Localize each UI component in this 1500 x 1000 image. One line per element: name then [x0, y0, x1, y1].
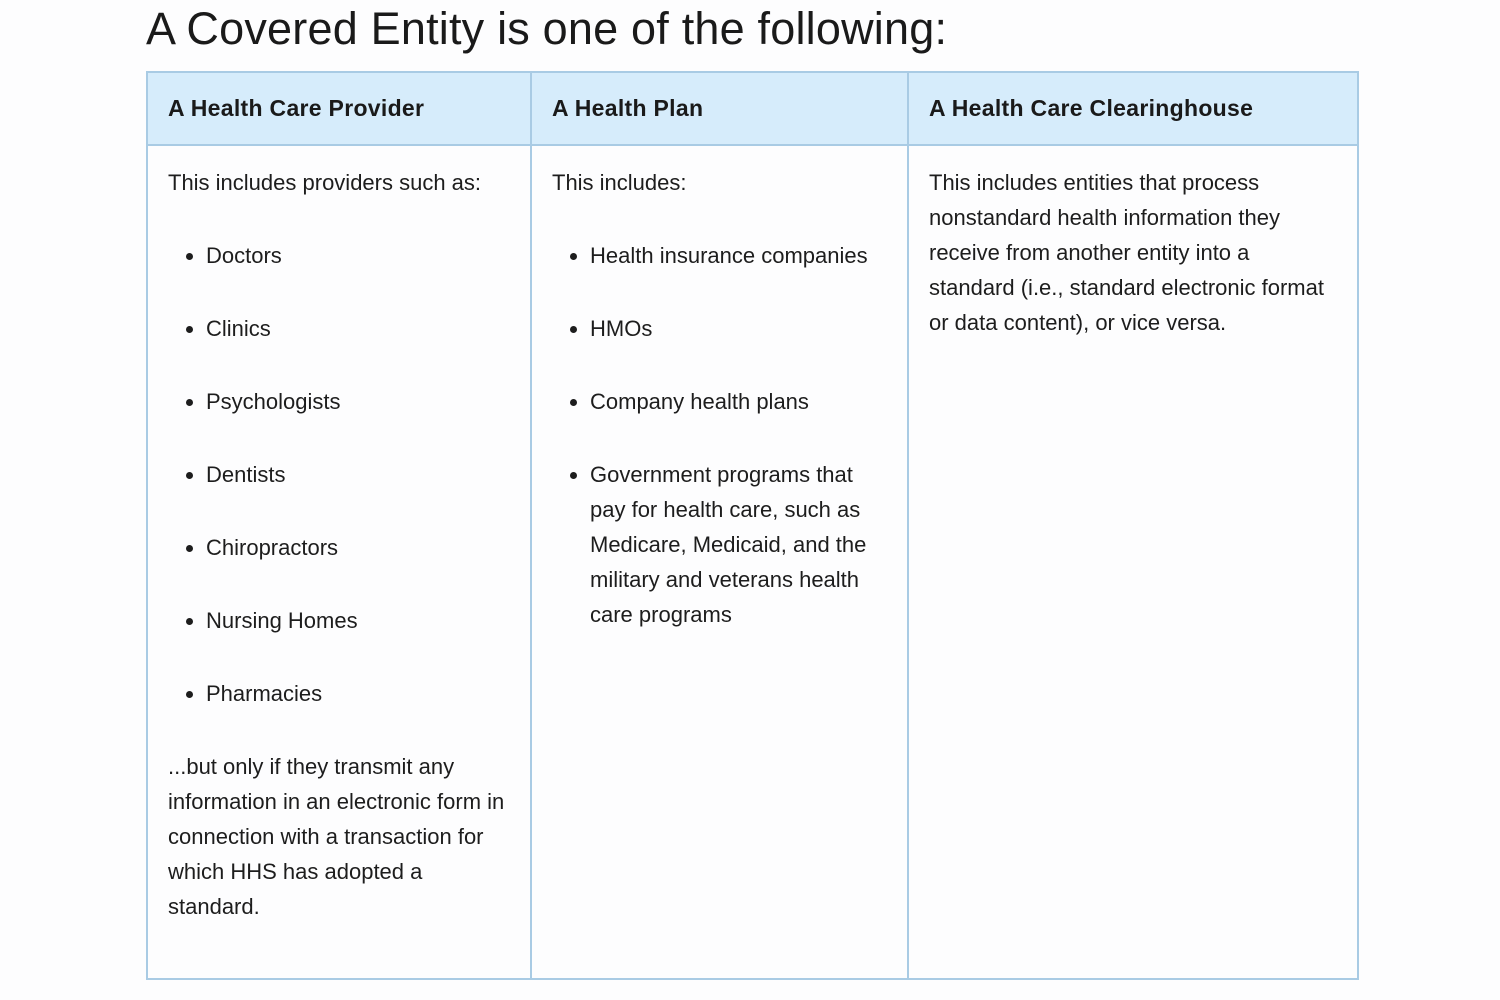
list-item: • Company health plans [590, 384, 887, 419]
cell-health-plan [531, 145, 908, 979]
health-plan-list [552, 238, 887, 632]
list-item: • Government programs that pay for health care, such as Medicare, Medicaid, and the military and veterans health care programs [590, 457, 887, 632]
table-row [147, 145, 1358, 979]
health-plan-intro: This includes: [552, 170, 687, 195]
header-health-care-clearinghouse: A Health Care Clearinghouse [908, 72, 1358, 145]
list-item: • HMOs [590, 311, 887, 346]
list-item: • Chiropractors [206, 530, 510, 565]
covered-entity-table [146, 71, 1359, 980]
header-health-plan: A Health Plan [531, 72, 908, 145]
list-item: • Clinics [206, 311, 510, 346]
cell-health-care-clearinghouse [908, 145, 1358, 979]
provider-list [168, 238, 510, 711]
list-item: • Doctors [206, 238, 510, 273]
cell-health-care-provider [147, 145, 531, 979]
provider-outro: ...but only if they transmit any information in an electronic form in connection with a transaction for which HHS has adopted a standard. [168, 754, 505, 919]
list-item: • Nursing Homes [206, 603, 510, 638]
table-header-row [147, 72, 1358, 145]
list-item: • Pharmacies [206, 676, 510, 711]
page-title: A Covered Entity is one of the following: [146, 3, 948, 54]
clearinghouse-description: This includes entities that process nonstandard health information they receive from another entity into a standard (i.e., standard electronic format or data content), or vice versa. [929, 170, 1324, 335]
header-health-care-provider: A Health Care Provider [147, 72, 531, 145]
list-item: • Psychologists [206, 384, 510, 419]
list-item: • Health insurance companies [590, 238, 887, 273]
provider-intro: This includes providers such as: [168, 170, 482, 195]
list-item: • Dentists [206, 457, 510, 492]
